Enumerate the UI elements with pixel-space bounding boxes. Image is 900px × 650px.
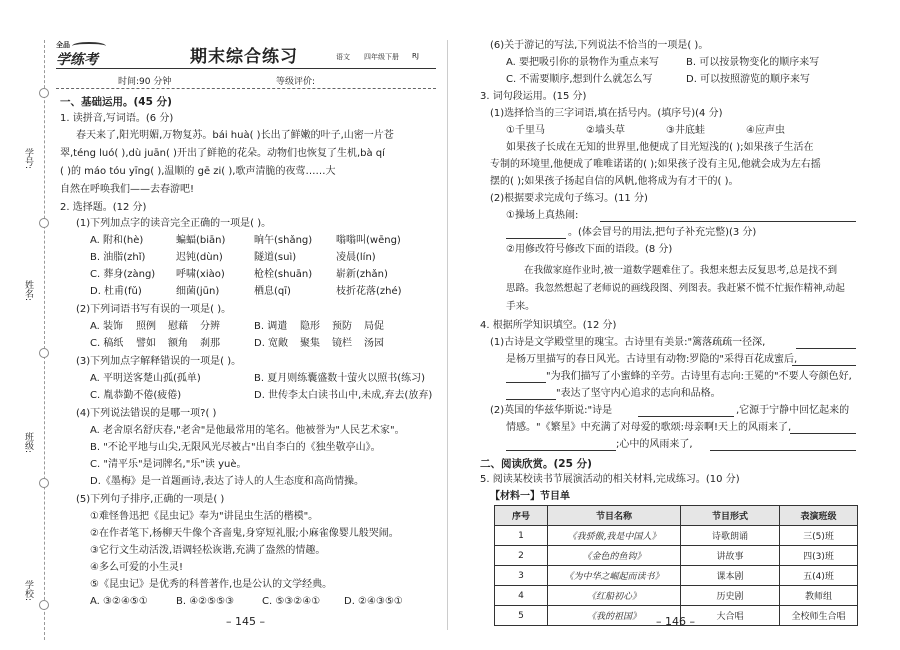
table-cell: 五(4)班 [780,566,858,586]
q3-2-1-answer-line[interactable] [600,209,856,222]
q3-2-2-label: ②用修改符号修改下面的语段。(8 分) [506,244,673,255]
q2-5-option-c[interactable]: C. ⑤③②④① [262,596,321,607]
table-cell: 教师组 [780,586,858,606]
header-rule [56,68,436,69]
q2-1-word: 凌晨(lín) [336,252,376,263]
binding-hole [39,478,49,488]
binding-hole [39,218,49,228]
q2-1-option-d[interactable]: D. 杜甫(fǔ) [90,286,142,297]
q2-2-option-c[interactable]: C. 稿纸 [90,338,124,349]
binding-line [44,40,45,640]
q2-4-option-a[interactable]: A. 老舍原名舒庆春,"老舍"是他最常用的笔名。他被誉为"人民艺术家"。 [90,425,405,436]
q3-choice: ③井底蛙 [666,125,705,136]
table-row [495,526,858,546]
header-rule-dashed [56,88,436,89]
binding-hole [39,600,49,610]
q1-line: ( )的 máo tóu yīng( ),温顺的 gē zi( ),歌声清脆的夜莺……大 [60,166,336,177]
q2-2-word: 额角 [168,338,188,349]
q2-2-option-a[interactable]: A. 装饰 [90,321,124,332]
margin-label-class: 班级: [23,432,33,454]
q2-1-word: 枪栓(shuān) [254,269,313,280]
q2-1-word: 嗡嗡叫(wēng) [336,235,401,246]
q2-1-option-b[interactable]: B. 油脂(zhǐ) [90,252,146,263]
q2-1-stem: (1)下列加点字的读音完全正确的一项是( )。 [76,218,272,229]
table-cell: 4 [495,586,548,606]
passage-line: 在我做家庭作业时,被一道数学题难住了。我想来想去反复思考,总是找不到 [524,265,838,276]
binding-hole [39,88,49,98]
table-cell: 1 [495,526,548,546]
q3-2-1-label: ①操场上真热闹: [506,210,579,221]
q4-2-line: (2)英国的华兹华斯说:"诗是 [490,405,613,416]
margin-label-name: 姓名: [23,280,33,302]
q2-2-word: 局促 [364,321,384,332]
q2-4-option-b[interactable]: B. "不论平地与山尖,无限风光尽被占"出自李白的《独坐敬亭山》。 [90,442,381,453]
q3-2-stem: (2)根据要求完成句子练习。(11 分) [490,193,648,204]
q5-title: 5. 阅读某校读书节展演活动的相关材料,完成练习。(10 分) [480,474,740,485]
section-1-heading: 一、基础运用。(45 分) [60,96,172,108]
q3-choice: ②墙头草 [586,125,625,136]
q2-2-word: 刹那 [200,338,220,349]
q2-2-word: 隐形 [300,321,320,332]
q2-5-sentence: ③它行文生动活泼,语调轻松诙谐,充满了盎然的情趣。 [90,545,326,556]
program-table [494,505,858,626]
q2-3-option-a[interactable]: A. 平明送客楚山孤(孤单) [90,373,201,384]
q2-3-option-b[interactable]: B. 夏月则练囊盛数十萤火以照书(练习) [254,373,426,384]
q2-title: 2. 选择题。(12 分) [60,202,147,213]
q2-5-sentence: ④多么可爱的小生灵! [90,562,183,573]
page-number: – 146 – [656,615,695,628]
q2-1-word: 栖息(qī) [254,286,291,297]
q4-1-answer-line[interactable] [792,353,856,366]
q2-3-stem: (3)下列加点字解释错误的一项是( )。 [76,356,242,367]
table-cell: 《我骄傲,我是中国人》 [548,526,681,546]
q3-2-1-answer-line[interactable] [506,226,566,239]
q2-1-word: 晌午(shǎng) [254,235,313,246]
q3-2-1-instruction: 。(体会冒号的用法,把句子补充完整)(3 分) [568,227,757,238]
table-row [495,586,858,606]
q3-paragraph-line: 如果孩子长成在无知的世界里,他便成了目光短浅的( );如果孩子生活在 [506,142,814,153]
section-2-heading: 二、阅读欣赏。(25 分) [480,458,592,470]
page-number: – 145 – [226,615,265,628]
q2-1-word: 隧道(suì) [254,252,297,263]
q1-title: 1. 读拼音,写词语。(6 分) [60,113,174,124]
q2-1-word: 蝙蝠(biān) [176,235,226,246]
table-header: 表演班级 [780,506,858,526]
q2-1-word: 枝折花落(zhé) [336,286,402,297]
binding-hole [39,348,49,358]
table-cell: 2 [495,546,548,566]
q1-line: 春天来了,阳光明媚,万物复苏。bái huà( )长出了鲜嫩的叶子,山密一片苍 [76,130,394,141]
q2-6-stem: (6)关于游记的写法,下列说法不恰当的一项是( )。 [490,40,709,51]
q2-6-option-b[interactable]: B. 可以按景物变化的顺序来写 [686,57,820,68]
q4-1-line: "为我们描写了小蜜蜂的辛劳。古诗里有志向:王冕的"不要人夸颜色好, [546,371,852,382]
page-title: 期末综合练习 [190,47,298,67]
table-row [495,566,858,586]
q4-2-line: 情感。"《繁星》中充满了对母爱的歌颂:母亲啊!天上的风雨来了, [506,422,792,433]
q4-title: 4. 根据所学知识填空。(12 分) [480,320,617,331]
q4-1-answer-line[interactable] [506,370,546,383]
grade-eval-label: 等级评价: [276,77,316,87]
time-limit: 时间:90 分钟 [118,77,172,87]
q1-line: 自然在呼唤我们——去春游吧! [60,184,195,195]
passage-line: 思路。我忽然想起了老师说的画线段图、列图表。我赶紧不慌不忙振作精神,动起 [506,283,845,294]
table-cell: 5 [495,606,548,626]
q2-1-option-c[interactable]: C. 葬身(zàng) [90,269,156,280]
table-cell: 3 [495,566,548,586]
q2-1-option-a[interactable]: A. 附和(hè) [90,235,144,246]
q3-paragraph-line: 专制的环境里,他便成了唯唯诺诺的( );如果孩子没有主见,他就会成为左右摇 [490,159,821,170]
q2-2-word: 慰藉 [168,321,188,332]
q2-2-word: 譬如 [136,338,156,349]
table-cell: 大合唱 [681,606,780,626]
q2-3-option-d[interactable]: D. 世传李太白读书山中,未成,弃去(放弃) [254,390,433,401]
q4-1-answer-line[interactable] [796,336,856,349]
q2-2-word: 照例 [136,321,156,332]
q4-1-line: (1)古诗是文学殿堂里的瑰宝。古诗里有美景:"篱落疏疏一径深, [490,337,766,348]
table-cell: 历史剧 [681,586,780,606]
q2-1-word: 呼啸(xiào) [176,269,225,280]
table-cell: 讲故事 [681,546,780,566]
page-divider [447,40,448,630]
q2-6-option-c[interactable]: C. 不需要顺序,想到什么就怎么写 [506,74,653,85]
q2-2-word: 镜栏 [332,338,352,349]
q2-4-option-d[interactable]: D.《墨梅》是一首题画诗,表达了诗人的人生态度和高尚情操。 [90,476,365,487]
table-cell: 诗歌朗诵 [681,526,780,546]
margin-label-school: 学校: [23,580,33,602]
q2-2-option-d[interactable]: D. 宽敞 [254,338,289,349]
q1-line: 翠,téng luó( ),dù juān( )开出了鲜艳的花朵。动物们也恢复了生机,bà qí [60,148,385,159]
table-header: 节目形式 [681,506,780,526]
q2-5-sentence: ①难怪鲁迅把《昆虫记》奉为"讲昆虫生活的楷模"。 [90,511,319,522]
passage-line: 手来。 [506,301,535,312]
table-cell: 《为中华之崛起而读书》 [548,566,681,586]
q2-5-stem: (5)下列句子排序,正确的一项是( ) [76,494,225,505]
table-cell: 《红船初心》 [548,586,681,606]
q4-1-line: 是杨万里描写的春日风光。古诗里有动物:罗隐的"采得百花成蜜后, [506,354,798,365]
q3-title: 3. 词句段运用。(15 分) [480,91,587,102]
page-146 [450,0,900,650]
q2-3-option-c[interactable]: C. 胤恭勤不倦(疲倦) [90,390,182,401]
q4-2-answer-line[interactable] [710,438,856,451]
q2-5-option-d[interactable]: D. ②④③⑤① [344,596,403,607]
table-header: 节目名称 [548,506,681,526]
brand-logo: 全品 学练考 [56,40,108,68]
q2-5-sentence: ⑤《昆虫记》是优秀的科普著作,也是公认的文学经典。 [90,579,333,590]
q2-5-option-b[interactable]: B. ④②⑤⑤③ [176,596,235,607]
q3-choice: ①千里马 [506,125,545,136]
q4-2-answer-line[interactable] [790,421,856,434]
q4-1-answer-line[interactable] [506,387,556,400]
q4-2-answer-line[interactable] [638,404,734,417]
q2-4-option-c[interactable]: C. "清平乐"是词牌名,"乐"读 yuè。 [90,459,247,470]
table-header: 序号 [495,506,548,526]
q2-2-word: 分辨 [200,321,220,332]
q2-6-option-a[interactable]: A. 要把吸引你的景物作为重点来写 [506,57,660,68]
q4-2-answer-line[interactable] [506,438,616,451]
table-header-row [495,506,858,526]
meta-subject: 语文 [336,53,350,61]
q2-5-sentence: ②在作者笔下,杨柳天牛像个吝啬鬼,身穿短礼服;小麻雀像婴儿般哭闹。 [90,528,399,539]
table-cell: 《我的祖国》 [548,606,681,626]
q4-2-line: ;心中的风雨来了, [616,439,693,450]
q2-1-word: 迟钝(dùn) [176,252,223,263]
material-1-label: 【材料一】节目单 [490,491,570,502]
q4-2-line: ,它源于宁静中回忆起来的 [736,405,850,416]
meta-edition: RJ [412,52,419,60]
q2-2-stem: (2)下列词语书写有误的一项是( )。 [76,304,232,315]
margin-label-student-id: 学号: [23,148,33,170]
q2-2-word: 汤园 [364,338,384,349]
q2-2-option-b[interactable]: B. 调遣 [254,321,288,332]
q2-2-word: 预防 [332,321,352,332]
q2-1-word: 细菌(jūn) [176,286,220,297]
q3-1-stem: (1)选择恰当的三字词语,填在括号内。(填序号)(4 分) [490,108,723,119]
q3-choice: ④应声虫 [746,125,785,136]
table-cell: 四(3)班 [780,546,858,566]
q2-4-stem: (4)下列说法错误的是哪一项?( ) [76,408,217,419]
meta-grade: 四年级下册 [364,53,399,61]
table-cell: 三(5)班 [780,526,858,546]
q2-5-option-a[interactable]: A. ③②④⑤① [90,596,148,607]
q2-1-word: 崭新(zhǎn) [336,269,388,280]
table-cell: 《金色的鱼钩》 [548,546,681,566]
table-cell: 全校师生合唱 [780,606,858,626]
table-row [495,546,858,566]
q2-6-option-d[interactable]: D. 可以按照游览的顺序来写 [686,74,811,85]
q4-1-line: "表达了坚守内心追求的志向和品格。 [556,388,721,399]
q2-2-word: 聚集 [300,338,320,349]
q3-paragraph-line: 摆的( );如果孩子扬起自信的风帆,他将成为有才干的( )。 [490,176,739,187]
table-cell: 课本剧 [681,566,780,586]
